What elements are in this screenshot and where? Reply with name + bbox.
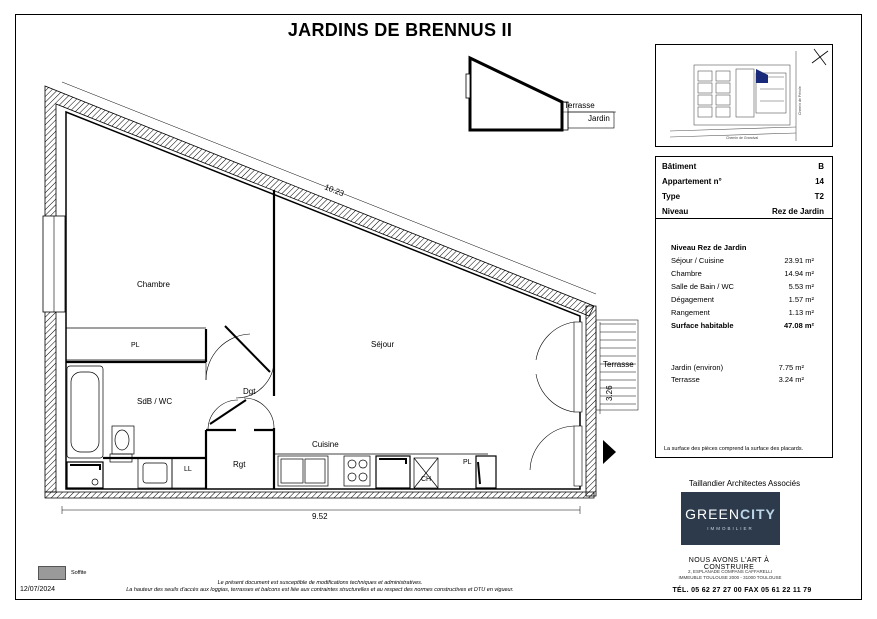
room-terrasse: Terrasse [603,360,634,369]
soffite-swatch [38,566,66,580]
room-sejour: Séjour [371,340,395,349]
site-plan-street-right: Chemin de Périole [798,86,802,115]
room-dgt: Dgt [243,387,256,396]
dim-bottom: 9.52 [312,512,328,521]
site-plan [655,44,833,147]
exterior-walls [45,86,596,498]
logo-subtitle: IMMOBILIER [707,526,754,531]
disclaimer-line-1: Le présent document est susceptible de modifications techniques et administratives. [217,580,423,586]
dim-terrasse-depth: 3.26 [605,385,614,401]
room-cuisine: Cuisine [312,440,339,449]
entry-arrow-icon [603,440,616,464]
architect-name: Taillandier Architectes Associés [688,479,801,488]
slogan: NOUS AVONS L'ART À CONSTRUIRE [688,557,770,571]
phone-fax: TÉL. 05 62 27 27 00 FAX 05 61 22 11 79 [672,587,812,594]
doors [206,326,274,430]
page-title: JARDINS DE BRENNUS II [287,20,513,40]
room-pl-chambre: PL [131,342,140,349]
logo-text: GREENCITY [685,506,776,522]
terrace-doors [530,322,582,486]
room-pl-cuisine: PL [463,459,472,466]
address [665,569,795,581]
room-ll: LL [184,466,192,473]
disclaimer [100,580,540,594]
room-rgt: Rgt [233,460,246,469]
room-chambre: Chambre [137,280,170,289]
soffite-label: Soffite [71,570,87,576]
dimension-lines [62,82,600,514]
site-plan-street-bottom: Chemin de Grandval [726,136,759,140]
greencity-logo [681,492,780,545]
disclaimer-line-2: La hauteur des seuils d'accès aux loggias, terrasses et balcons est liée aux contraintes structurelles et au respect des normes constructives et DTU en vigueur. [126,587,514,593]
site-plan-highlight [756,69,768,83]
surface-note: La surface des pièces comprend la surface des placards. [664,446,804,452]
info-box: Bâtiment B Appartement n° 14 Type T2 Niveau Rez de Jardin Niveau Rez de Jardin Séjour / Cuisine 23.91 m² Chambre 14.94 m² Salle de Bain / WC 5.53 m² Dégagement 1.57 m² Rangement 1.13 m² Surface habitable 47.08 m² Jardin (environ) 7.75 m² Terrasse 3.24 m² La surface des pièces comprend la surface des placards. [655,156,833,458]
dim-diagonal: 10.23 [323,182,346,199]
room-ch: CH [421,476,432,483]
document-date: 12/07/2024 [20,586,56,593]
interior-walls [66,190,274,489]
key-plan-jardin-label: Jardin [588,114,610,123]
north-arrow-icon [812,49,828,65]
key-plan-terrasse-label: Terrasse [564,101,595,110]
info-separator [656,218,832,219]
address-line-2: IMMEUBLE TOULOUSE 2000 - 31000 TOULOUSE [678,575,782,580]
surfaces-title: Niveau Rez de Jardin [671,243,747,252]
address-line-1: 2, ESPLANADE COMPANS CAFFARELLI [688,569,772,574]
room-sdb-wc: SdB / WC [137,397,173,406]
